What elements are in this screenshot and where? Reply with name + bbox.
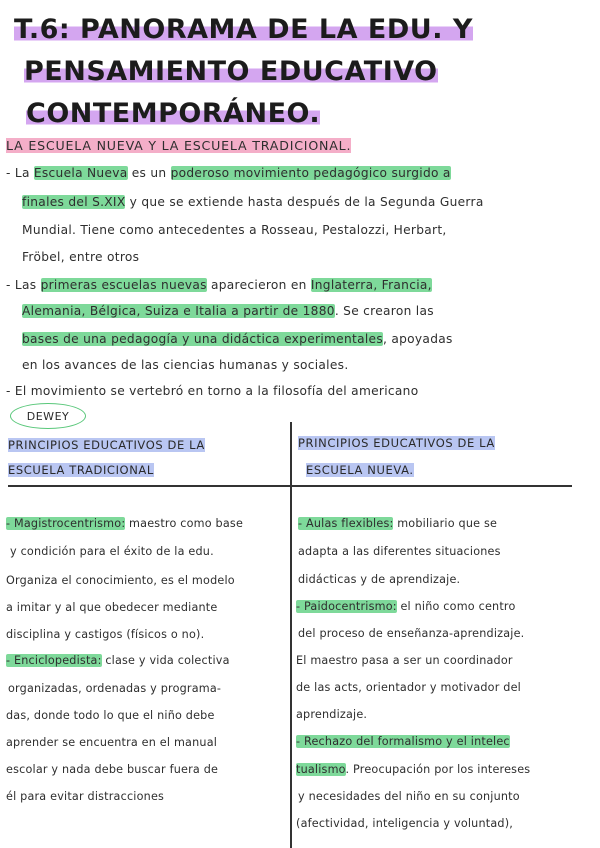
right-line-4 [296,600,516,613]
left-line-4: a imitar y al que obedecer mediante [6,601,218,614]
para2-l1a: - Las [6,278,41,292]
left-line-5: disciplina y castigos (físicos o no). [6,628,205,641]
right-heading-2-text: ESCUELA NUEVA. [306,463,414,477]
right-line-1-hl: - Aulas flexibles: [298,517,394,530]
dewey-circled-name [10,403,86,429]
para2-line2 [22,304,434,318]
para1-l1a: - La [6,166,34,180]
right-column-heading-2 [306,463,414,477]
title-line-3-text: CONTEMPORÁNEO. [26,98,321,129]
para1-l1c: es un [127,166,171,180]
left-line-6 [6,654,230,667]
section-heading-text: LA ESCUELA NUEVA Y LA ESCUELA TRADICIONAL. [6,138,352,153]
para1-l1b: Escuela Nueva [33,166,128,180]
para1-line4: Fröbel, entre otros [22,250,140,264]
right-line-10-hl: tualismo [296,763,346,776]
right-heading-1-text: PRINCIPIOS EDUCATIVOS DE LA [298,436,495,450]
para2-l2a: Alemania, Bélgica, Suiza e Italia a partir de 1880 [22,304,335,318]
para2-line3 [22,332,453,346]
title-line-2-text: PENSAMIENTO EDUCATIVO [24,56,438,87]
left-line-1 [6,517,243,530]
right-line-9-hl: - Rechazo del formalismo y el intelec [296,735,510,748]
left-heading-1-text: PRINCIPIOS EDUCATIVOS DE LA [8,438,205,452]
para1-l2b: y que se extiende hasta después de la Segunda Guerra [125,195,484,209]
para1-l2a: finales del S.XIX [22,195,126,209]
left-line-10: escolar y nada debe buscar fuera de [6,763,219,776]
para2-line4: en los avances de las ciencias humanas y sociales. [22,358,349,372]
left-line-6-hl: - Enciclopedista: [6,654,102,667]
para1-l1d: poderoso movimiento pedagógico surgido a [170,166,451,180]
table-vertical-divider [290,422,292,848]
right-line-4-hl: - Paidocentrismo: [296,600,397,613]
para1-line3: Mundial. Tiene como antecedentes a Rosseau, Pestalozzi, Herbart, [22,223,447,237]
dewey-name: DEWEY [26,409,70,423]
section-heading [6,138,351,153]
page-title-line-2 [24,56,438,87]
left-line-9: aprender se encuentra en el manual [6,736,218,749]
right-line-5: del proceso de enseñanza-aprendizaje. [298,627,525,640]
left-column-heading-1 [8,438,205,452]
right-line-10 [296,763,530,776]
para2-l1d: Inglaterra, Francia, [310,278,432,292]
right-line-11: y necesidades del niño en su conjunto [298,790,520,803]
right-line-12: (afectividad, inteligencia y voluntad), [296,817,514,830]
left-line-1-hl: - Magistrocentrismo: [6,517,126,530]
right-line-4-text: el niño como centro [396,600,516,613]
right-line-3: didácticas y de aprendizaje. [298,573,461,586]
para3-line1: - El movimiento se vertebró en torno a la filosofía del americano [6,384,419,398]
para2-l3b: , apoyadas [383,332,453,346]
right-line-1-text: mobiliario que se [393,517,498,530]
para1-line1 [6,166,451,180]
page-title-line-1 [14,14,473,45]
left-line-2: y condición para el éxito de la edu. [10,545,214,558]
right-line-10-text: . Preocupación por los intereses [345,763,531,776]
right-line-7: de las acts, orientador y motivador del [296,681,521,694]
para2-l1c: aparecieron en [206,278,311,292]
left-column-heading-2 [8,463,154,477]
left-heading-2-text: ESCUELA TRADICIONAL [8,463,154,477]
left-line-7: organizadas, ordenadas y programa- [8,682,222,695]
right-line-9 [296,735,510,748]
page-title-line-3 [26,98,320,129]
para2-l3a: bases de una pedagogía y una didáctica experimentales [22,332,383,346]
left-line-3: Organiza el conocimiento, es el modelo [6,574,235,587]
para2-l1b: primeras escuelas nuevas [40,278,207,292]
right-column-heading-1 [298,436,495,450]
para1-line2 [22,195,484,209]
left-line-11: él para evitar distracciones [6,790,165,803]
left-line-6-text: clase y vida colectiva [101,654,230,667]
right-line-6: El maestro pasa a ser un coordinador [296,654,513,667]
title-line-1-text: T.6: PANORAMA DE LA EDU. Y [14,14,473,45]
right-line-2: adapta a las diferentes situaciones [298,545,501,558]
left-line-8: das, donde todo lo que el niño debe [6,709,215,722]
left-line-1-text: maestro como base [125,517,244,530]
para2-l2b: . Se crearon las [334,304,434,318]
right-line-1 [298,517,497,530]
para2-line1 [6,278,432,292]
right-line-8: aprendizaje. [296,708,368,721]
